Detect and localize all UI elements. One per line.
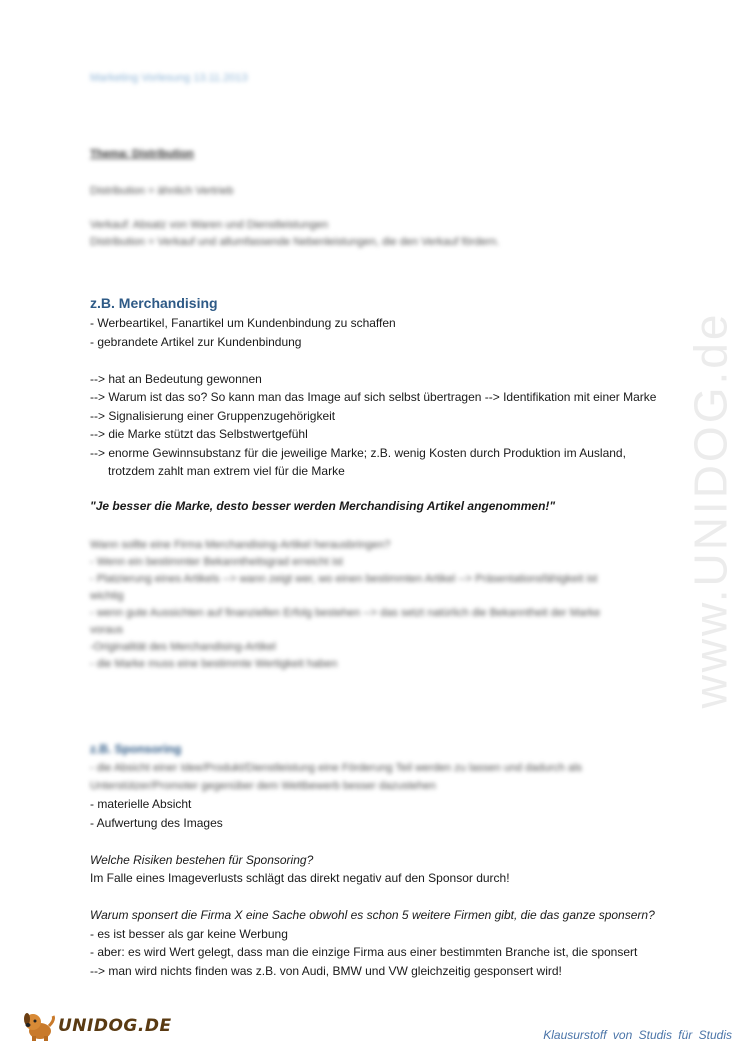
blurred-line: voraus <box>90 624 124 636</box>
blurred-line: - Wenn ein bestimmter Bekanntheitsgrad erreicht ist <box>90 556 343 568</box>
merchandising-section <box>90 295 670 513</box>
sponsoring-heading: z.B. Sponsoring <box>90 742 182 756</box>
topic-title: Thema: Distribution <box>90 148 194 160</box>
blurred-line: Verkauf: Absatz von Waren und Dienstleistungen <box>90 219 329 231</box>
bullet-line: - Werbeartikel, Fanartikel um Kundenbindung zu schaffen <box>90 316 396 330</box>
blurred-line: Distribution = Verkauf und allumfassende Nebenleistungen, die den Verkauf fördern. <box>90 236 500 248</box>
dog-mascot-icon <box>22 1010 56 1042</box>
blurred-line: - die Absicht einer Idee/Produkt/Dienstleistung eine Förderung Teil werden zu lassen und dadurch als <box>90 762 583 774</box>
blurred-merchandising-block <box>90 537 660 673</box>
blurred-line: - die Marke muss eine bestimmte Wertigkeit haben <box>90 658 338 670</box>
blurred-line: Wann sollte eine Firma Merchandising-Artikel herausbringen? <box>90 539 391 551</box>
unidog-logo[interactable] <box>22 1010 172 1042</box>
risk-question: Welche Risiken bestehen für Sponsoring? <box>90 852 314 867</box>
blurred-line: - wenn gute Aussichten auf finanziellen Erfolg bestehen --> das setzt natürlich die Bekanntheit der Marke <box>90 607 601 619</box>
arrow-line: --> Warum ist das so? So kann man das Image auf sich selbst übertragen --> Identifikation mit einer Marke <box>90 390 657 404</box>
footer-slogan: Klausurstoff von Studis für Studis <box>543 1028 732 1042</box>
blurred-sponsoring-lines <box>90 759 670 795</box>
blurred-line <box>90 200 499 217</box>
lecture-title: Marketing Vorlesung 13.11.2013 <box>90 72 248 84</box>
bullet-line: - gebrandete Artikel zur Kundenbindung <box>90 334 302 349</box>
logo-text: UNIDOG.DE <box>58 1016 172 1036</box>
blurred-line: -Originalität des Merchandising-Artikel <box>90 641 276 653</box>
blurred-line: wichtig <box>90 590 124 602</box>
blurred-line: - Platzierung eines Artikels --> wann zeigt wer, wo einen bestimmten Artikel --> Präsentationsfähigkeit ist <box>90 573 598 585</box>
blurred-line: Unterstützer/Promoter gegenüber dem Wettbewerb besser dazustehen <box>90 780 436 792</box>
sponsor-question: Warum sponsert die Firma X eine Sache obwohl es schon 5 weitere Firmen gibt, die das ganze sponsern? <box>90 908 655 922</box>
arrow-line: --> Signalisierung einer Gruppenzugehörigkeit <box>90 408 336 423</box>
answer-line: - aber: es wird Wert gelegt, dass man die einzige Firma aus einer bestimmten Branche ist, die sponsert <box>90 945 638 959</box>
arrow-continuation: trotzdem zahlt man extrem viel für die Marke <box>108 464 345 478</box>
answer-line: - es ist besser als gar keine Werbung <box>90 926 288 941</box>
answer-line: --> man wird nichts finden was z.B. von Audi, BMW und VW gleichzeitig gesponsert wird! <box>90 963 562 978</box>
arrow-line: --> die Marke stützt das Selbstwertgefühl <box>90 427 308 441</box>
risk-answer: Im Falle eines Imageverlusts schlägt das direkt negativ auf den Sponsor durch! <box>90 871 510 885</box>
watermark-text: www.UNIDOG.de <box>684 311 737 709</box>
bullet-line: - Aufwertung des Images <box>90 815 223 830</box>
blurred-line: Distribution = ähnlich Vertrieb <box>90 185 234 197</box>
bullet-line: - materielle Absicht <box>90 797 192 811</box>
merchandising-quote: "Je besser die Marke, desto besser werden Merchandising Artikel angenommen!" <box>90 499 556 513</box>
blurred-intro <box>90 183 499 251</box>
sponsoring-section <box>90 742 670 980</box>
arrow-line: --> hat an Bedeutung gewonnen <box>90 371 262 386</box>
arrow-line: --> enorme Gewinnsubstanz für die jeweilige Marke; z.B. wenig Kosten durch Produktion im Ausland, <box>90 445 626 460</box>
watermark <box>660 280 750 740</box>
merchandising-heading: z.B. Merchandising <box>90 295 218 311</box>
